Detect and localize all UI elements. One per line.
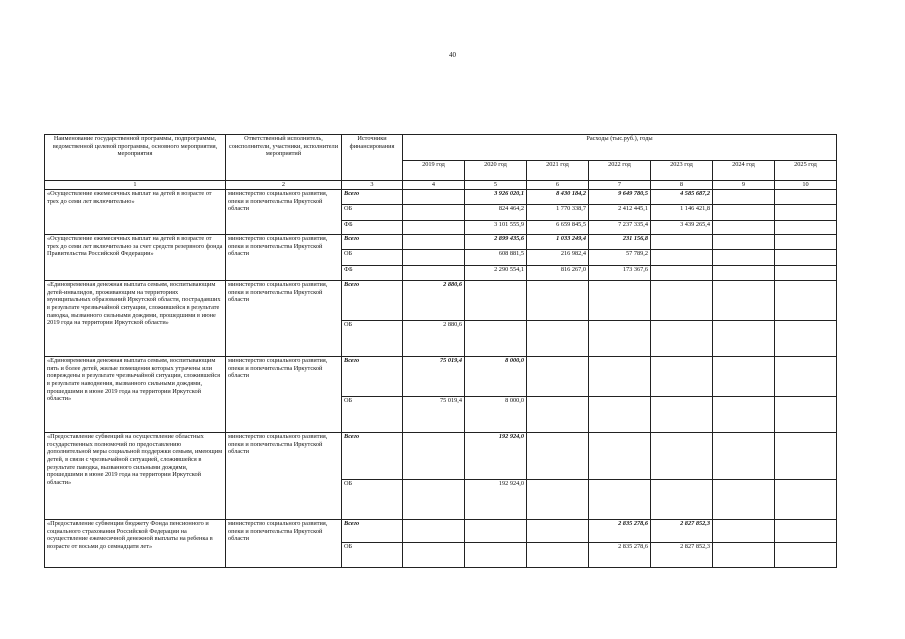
- expense-value: [403, 520, 465, 543]
- expense-value: [651, 235, 713, 250]
- expense-value: [775, 321, 837, 357]
- funding-source: Всего: [342, 433, 403, 480]
- expense-value: 173 367,6: [589, 266, 651, 281]
- table-row: [45, 433, 837, 480]
- measure-executor: министерство социального развития, опеки и попечительства Иркутской области: [226, 235, 342, 281]
- header-year: 2023 год: [651, 161, 713, 181]
- page-number: 40: [449, 51, 456, 59]
- expense-value: [403, 250, 465, 266]
- expense-value: 75 019,4: [403, 397, 465, 433]
- expense-value: [589, 480, 651, 520]
- expense-value: 2 412 445,1: [589, 205, 651, 221]
- expense-value: [713, 221, 775, 235]
- expense-value: [651, 357, 713, 397]
- column-index: 5: [465, 181, 527, 190]
- expense-value: 75 019,4: [403, 357, 465, 397]
- header-year: 2024 год: [713, 161, 775, 181]
- expense-value: [589, 357, 651, 397]
- expense-value: [527, 357, 589, 397]
- expense-value: [589, 321, 651, 357]
- column-index: 3: [342, 181, 403, 190]
- funding-source: Всего: [342, 520, 403, 543]
- expense-value: [713, 321, 775, 357]
- expense-value: [403, 190, 465, 205]
- header-source: Источники финансирования: [342, 135, 403, 181]
- column-index: 9: [713, 181, 775, 190]
- expense-value: [403, 221, 465, 235]
- expense-value: [651, 250, 713, 266]
- funding-source: Всего: [342, 281, 403, 321]
- expense-value: [713, 520, 775, 543]
- measure-executor: министерство социального развития, опеки и попечительства Иркутской области: [226, 190, 342, 235]
- expense-value: 192 924,0: [465, 433, 527, 480]
- expense-value: 816 267,0: [527, 266, 589, 281]
- expense-value: [713, 433, 775, 480]
- funding-source: ОБ: [342, 321, 403, 357]
- header-name: Наименование государственной программы, подпрограммы, ведомственной целевой программы, основного мероприятия, мероприятия: [45, 135, 226, 181]
- expense-value: [775, 281, 837, 321]
- expense-value: [651, 266, 713, 281]
- expense-value: [775, 543, 837, 568]
- expense-value: 7 237 335,4: [589, 221, 651, 235]
- expense-value: [527, 433, 589, 480]
- expense-value: [651, 397, 713, 433]
- measure-executor: министерство социального развития, опеки и попечительства Иркутской области: [226, 520, 342, 568]
- expense-value: 1 146 421,8: [651, 205, 713, 221]
- expense-value: [589, 397, 651, 433]
- measure-name: «Осуществление ежемесячных выплат на детей в возрасте от трех до семи лет включительно за счет средств резервного фонда Правительства Российской Федерации»: [45, 235, 226, 281]
- column-index: 10: [775, 181, 837, 190]
- expense-value: [713, 266, 775, 281]
- funding-source: ФБ: [342, 266, 403, 281]
- expense-value: 3 439 265,4: [651, 221, 713, 235]
- expense-value: [775, 235, 837, 250]
- header-expenses: Расходы (тыс.руб.), годы: [403, 135, 837, 161]
- expense-value: [403, 205, 465, 221]
- column-index: 7: [589, 181, 651, 190]
- measure-executor: министерство социального развития, опеки и попечительства Иркутской области: [226, 281, 342, 357]
- expense-value: [713, 205, 775, 221]
- expense-value: [775, 520, 837, 543]
- header-year: 2020 год: [465, 161, 527, 181]
- expense-value: [775, 190, 837, 205]
- expense-value: [465, 520, 527, 543]
- funding-source: Всего: [342, 357, 403, 397]
- expense-value: [775, 205, 837, 221]
- measure-name: «Предоставление субвенции бюджету Фонда пенсионного и социального страхования Российской Федерации на осуществление ежемесячной денежной выплаты на ребенка в возрасте от восьми до семнадцати лет»: [45, 520, 226, 568]
- expense-value: [527, 520, 589, 543]
- expense-value: 2 290 554,1: [465, 266, 527, 281]
- table-body: [45, 190, 837, 568]
- header-year: 2025 год: [775, 161, 837, 181]
- expense-value: [527, 543, 589, 568]
- expense-value: 3 101 555,9: [465, 221, 527, 235]
- expense-value: [713, 281, 775, 321]
- expense-value: [589, 281, 651, 321]
- header-year: 2021 год: [527, 161, 589, 181]
- funding-source: ОБ: [342, 480, 403, 520]
- table-row: [45, 520, 837, 543]
- expense-value: [651, 281, 713, 321]
- expense-value: [713, 397, 775, 433]
- expense-value: 8 430 184,2: [527, 190, 589, 205]
- expense-value: 2 835 278,6: [589, 543, 651, 568]
- expense-value: 1 770 338,7: [527, 205, 589, 221]
- expense-value: 8 000,0: [465, 357, 527, 397]
- expense-value: [403, 266, 465, 281]
- expense-value: [651, 433, 713, 480]
- budget-table: [44, 134, 837, 568]
- column-index: 2: [226, 181, 342, 190]
- expense-value: 2 827 852,3: [651, 543, 713, 568]
- expense-value: 2 880,6: [403, 321, 465, 357]
- funding-source: ОБ: [342, 543, 403, 568]
- expense-value: [465, 281, 527, 321]
- expense-value: 216 982,4: [527, 250, 589, 266]
- expense-value: [775, 250, 837, 266]
- expense-value: [713, 190, 775, 205]
- expense-value: [651, 321, 713, 357]
- expense-value: [527, 281, 589, 321]
- expense-value: 1 033 249,4: [527, 235, 589, 250]
- expense-value: [403, 543, 465, 568]
- expense-value: 2 899 435,6: [465, 235, 527, 250]
- expense-value: [775, 221, 837, 235]
- measure-executor: министерство социального развития, опеки и попечительства Иркутской области: [226, 433, 342, 520]
- expense-value: 231 156,8: [589, 235, 651, 250]
- expense-value: 4 585 687,2: [651, 190, 713, 205]
- expense-value: 3 926 020,1: [465, 190, 527, 205]
- expense-value: 824 464,2: [465, 205, 527, 221]
- expense-value: 2 880,6: [403, 281, 465, 321]
- header-year: 2022 год: [589, 161, 651, 181]
- expense-value: 2 827 852,3: [651, 520, 713, 543]
- column-index: 1: [45, 181, 226, 190]
- expense-value: 8 000,0: [465, 397, 527, 433]
- measure-executor: министерство социального развития, опеки и попечительства Иркутской области: [226, 357, 342, 433]
- expense-value: [713, 235, 775, 250]
- header-executor: Ответственный исполнитель, соисполнители, участники, исполнители мероприятий: [226, 135, 342, 181]
- expense-value: [527, 321, 589, 357]
- measure-name: «Единовременная денежная выплата семьям, воспитывающим детей-инвалидов, проживающим на территориях муниципальных образований Иркутской области, пострадавших в результате чрезвычайной ситуации, сложившейся в результате паводка, вызванного сильными дождями, прошедшими в июне 2019 года на территории Иркутской области»: [45, 281, 226, 357]
- expense-value: 6 659 845,5: [527, 221, 589, 235]
- expense-value: [527, 397, 589, 433]
- funding-source: Всего: [342, 235, 403, 250]
- header-year: 2019 год: [403, 161, 465, 181]
- expense-value: [465, 543, 527, 568]
- funding-source: ОБ: [342, 397, 403, 433]
- measure-name: «Единовременная денежная выплата семьям, воспитывающим пять и более детей, жилые помещения которых утрачены или повреждены в результате чрезвычайной ситуации, сложившейся в результате наводнения, вызванного сильными дождями, прошедшими в июне 2019 года на территории Иркутской области»: [45, 357, 226, 433]
- expense-value: [713, 543, 775, 568]
- column-index: 4: [403, 181, 465, 190]
- funding-source: ФБ: [342, 221, 403, 235]
- expense-value: 57 789,2: [589, 250, 651, 266]
- column-index: 6: [527, 181, 589, 190]
- expense-value: 608 881,5: [465, 250, 527, 266]
- expense-value: [651, 480, 713, 520]
- expense-value: [589, 433, 651, 480]
- table-row: [45, 281, 837, 321]
- funding-source: ОБ: [342, 250, 403, 266]
- table-row: [45, 357, 837, 397]
- expense-value: [403, 235, 465, 250]
- expense-value: [775, 357, 837, 397]
- expense-value: [775, 433, 837, 480]
- column-index: 8: [651, 181, 713, 190]
- expense-value: 2 835 278,6: [589, 520, 651, 543]
- expense-value: [403, 480, 465, 520]
- table-row: [45, 235, 837, 250]
- expense-value: [775, 397, 837, 433]
- expense-value: [713, 357, 775, 397]
- expense-value: [713, 480, 775, 520]
- expense-value: [403, 433, 465, 480]
- expense-value: 9 649 780,5: [589, 190, 651, 205]
- expense-value: [775, 266, 837, 281]
- expense-value: [775, 480, 837, 520]
- measure-name: «Предоставление субвенций на осуществление областных государственных полномочий по предоставлению дополнительной меры социальной поддержки семьям, имеющим детей, в связи с чрезвычайной ситуацией, сложившейся в результате паводка, вызванного сильными дождями, прошедшими в июне 2019 года на территории Иркутской области»: [45, 433, 226, 520]
- funding-source: Всего: [342, 190, 403, 205]
- table-row: [45, 190, 837, 205]
- expense-value: 192 924,0: [465, 480, 527, 520]
- measure-name: «Осуществление ежемесячных выплат на детей в возрасте от трех до семи лет включительно»: [45, 190, 226, 235]
- expense-value: [527, 480, 589, 520]
- expense-value: [713, 250, 775, 266]
- funding-source: ОБ: [342, 205, 403, 221]
- expense-value: [465, 321, 527, 357]
